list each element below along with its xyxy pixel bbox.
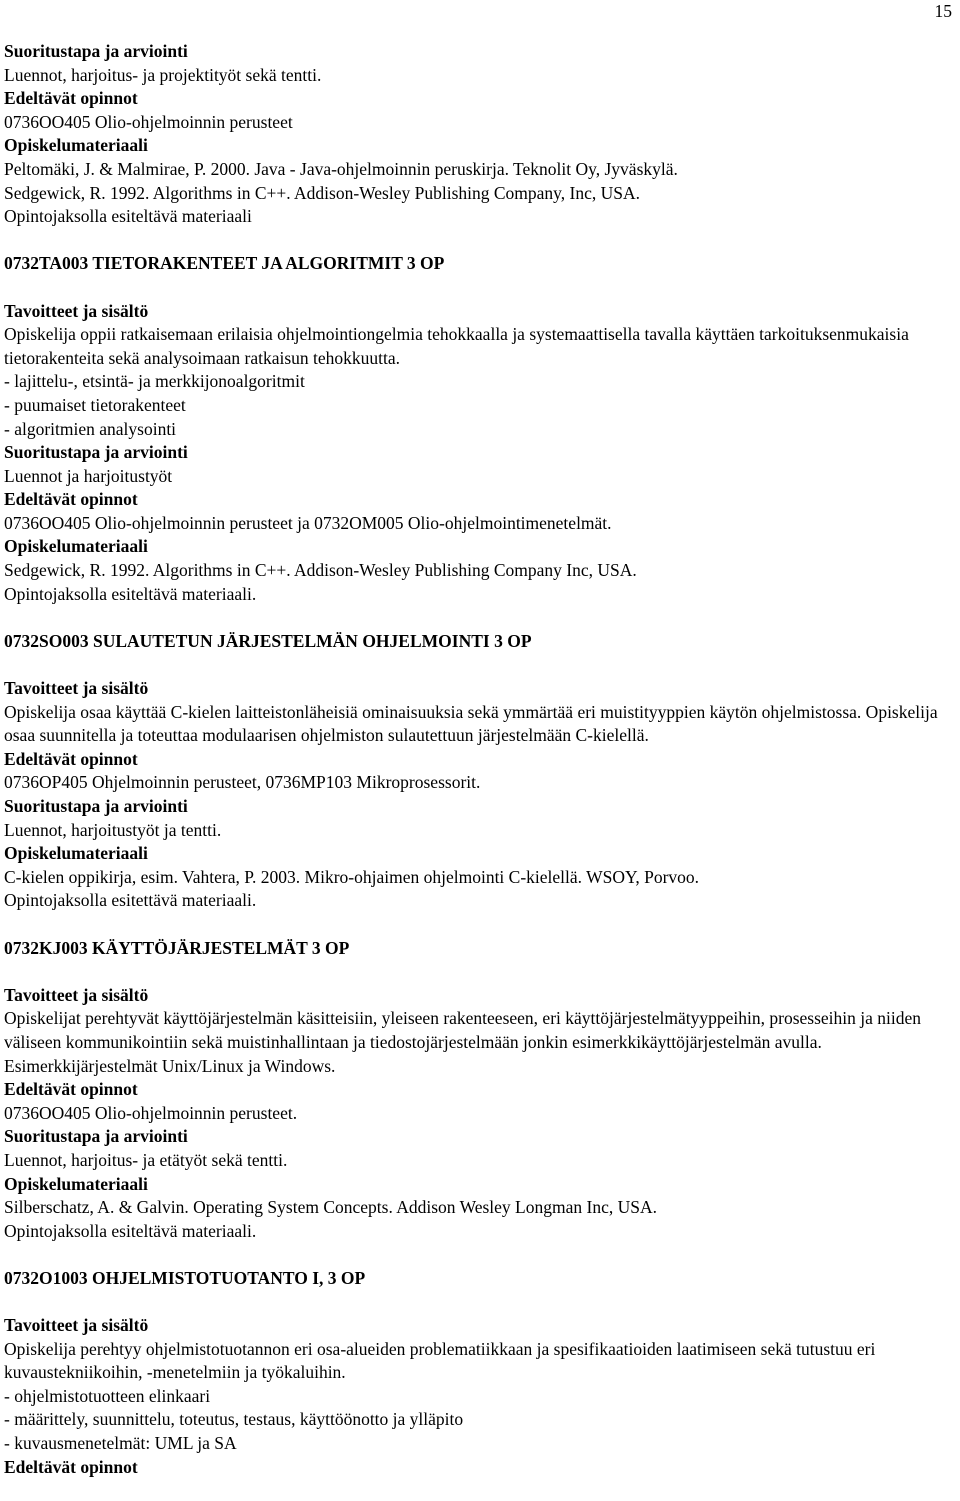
text-line: - algoritmien analysointi xyxy=(4,418,177,439)
text-line: Luennot, harjoitus- ja projektityöt sekä tentti. xyxy=(4,64,322,85)
field-label-suoritustapa-ja-arviointi: Suoritustapa ja arviointi xyxy=(4,796,188,816)
field-label-edelt-v-t-opinnot: Edeltävät opinnot xyxy=(4,1079,138,1100)
course-section xyxy=(4,630,954,913)
course-section xyxy=(4,1267,954,1479)
field-label-tavoitteet-ja-sis-lt: Tavoitteet ja sisältö xyxy=(4,984,149,1005)
text-line: Luennot, harjoitus- ja etätyöt sekä tentti. xyxy=(4,1149,288,1170)
field-label-opiskelumateriaali: Opiskelumateriaali xyxy=(4,1173,148,1194)
field-label-edelt-v-t-opinnot: Edeltävät opinnot xyxy=(4,489,138,510)
field-label-tavoitteet-ja-sis-lt: Tavoitteet ja sisältö xyxy=(4,678,149,699)
text-line: Opintojaksolla esiteltävä materiaali. xyxy=(4,583,257,604)
text-line: C-kielen oppikirja, esim. Vahtera, P. 2003. Mikro-ohjaimen ohjelmointi C-kielellä. WSOY, Porvoo. xyxy=(4,866,700,887)
text-line: 0736OO405 Olio-ohjelmoinnin perusteet xyxy=(4,111,293,132)
intro-section xyxy=(4,40,954,229)
paragraph: Opiskelija oppii ratkaisemaan erilaisia ohjelmointiongelmia tehokkaalla ja systemaattisella tavalla käyttäen tarkoituksenmukaisia tietorakenteita sekä analysoimaan ratkaisun tehokkuutta. xyxy=(4,324,909,368)
text-line: Luennot, harjoitustyöt ja tentti. xyxy=(4,819,222,840)
course-title: 0732SO003 SULAUTETUN JÄRJESTELMÄN OHJELMOINTI 3 OP xyxy=(4,630,532,651)
paragraph: Opiskelijat perehtyvät käyttöjärjestelmän käsitteisiin, yleiseen rakenteeseen, eri käyttöjärjestelmätyyppeihin, prosesseihin ja niiden väliseen kommunikointiin sekä muistinhallintaan ja tiedostojärjestelmään jonkin esimerkkikäyttöjärjestelmän avulla. Esimerkkijärjestelmät Unix/Linux ja Windows. xyxy=(4,1008,922,1076)
text-line: Opintojaksolla esiteltävä materiaali. xyxy=(4,1220,257,1241)
field-label-opiskelumateriaali: Opiskelumateriaali xyxy=(4,536,148,557)
field-label-tavoitteet-ja-sis-lt: Tavoitteet ja sisältö xyxy=(4,300,149,321)
field-label-suoritustapa-ja-arviointi: Suoritustapa ja arviointi xyxy=(4,41,188,61)
text-line: Opintojaksolla esitettävä materiaali. xyxy=(4,890,257,911)
course-title: 0732KJ003 KÄYTTÖJÄRJESTELMÄT 3 OP xyxy=(4,937,350,958)
course-list xyxy=(4,252,954,1479)
text-line: 0736OP405 Ohjelmoinnin perusteet, 0736MP103 Mikroprosessorit. xyxy=(4,772,481,793)
field-label-opiskelumateriaali: Opiskelumateriaali xyxy=(4,843,148,864)
field-label-edelt-v-t-opinnot: Edeltävät opinnot xyxy=(4,748,138,769)
text-line: Sedgewick, R. 1992. Algorithms in C++. Addison-Wesley Publishing Company Inc, USA. xyxy=(4,560,637,581)
text-line: - puumaiset tietorakenteet xyxy=(4,394,186,415)
text-line: Sedgewick, R. 1992. Algorithms in C++. Addison-Wesley Publishing Company, Inc, USA. xyxy=(4,182,641,203)
document-body xyxy=(4,40,954,1479)
field-label-edelt-v-t-opinnot: Edeltävät opinnot xyxy=(4,1456,138,1477)
field-label-tavoitteet-ja-sis-lt: Tavoitteet ja sisältö xyxy=(4,1315,149,1336)
text-line: - määrittely, suunnittelu, toteutus, testaus, käyttöönotto ja ylläpito xyxy=(4,1409,464,1430)
field-label-edelt-v-t-opinnot: Edeltävät opinnot xyxy=(4,88,138,109)
text-line: - kuvausmenetelmät: UML ja SA xyxy=(4,1433,237,1454)
page-number: 15 xyxy=(934,1,952,21)
field-label-suoritustapa-ja-arviointi: Suoritustapa ja arviointi xyxy=(4,1126,188,1147)
text-line: 0736OO405 Olio-ohjelmoinnin perusteet ja 0732OM005 Olio-ohjelmointimenetelmät. xyxy=(4,512,612,533)
text-line: Luennot ja harjoitustyöt xyxy=(4,465,173,486)
course-title: 0732O1003 OHJELMISTOTUOTANTO I, 3 OP xyxy=(4,1267,366,1288)
course-section xyxy=(4,937,954,1244)
text-line: Opintojaksolla esiteltävä materiaali xyxy=(4,206,252,227)
field-label-suoritustapa-ja-arviointi: Suoritustapa ja arviointi xyxy=(4,442,188,463)
text-line: - lajittelu-, etsintä- ja merkkijonoalgoritmit xyxy=(4,371,305,392)
text-line: Peltomäki, J. & Malmirae, P. 2000. Java - Java-ohjelmoinnin peruskirja. Teknolit Oy, Jyväskylä. xyxy=(4,158,678,179)
paragraph: Opiskelija osaa käyttää C-kielen laitteistonläheisiä ominaisuuksia sekä ymmärtää eri muistityyppien käytön ohjelmistossa. Opiskelija osaa suunnitella ja toteuttaa modulaarisen ohjelmiston sulautettuun järjestelmään C-kielellä. xyxy=(4,701,938,746)
field-label-opiskelumateriaali: Opiskelumateriaali xyxy=(4,135,148,156)
paragraph: Opiskelija perehtyy ohjelmistotuotannon eri osa-alueiden problematiikkaan ja spesifikaatioiden laatimiseen sekä tutustuu eri kuvaustekniikoihin, -menetelmiin ja työkaluihin. xyxy=(4,1338,876,1383)
text-line: 0736OO405 Olio-ohjelmoinnin perusteet. xyxy=(4,1102,298,1123)
course-title: 0732TA003 TIETORAKENTEET JA ALGORITMIT 3 OP xyxy=(4,253,445,274)
text-line: - ohjelmistotuotteen elinkaari xyxy=(4,1385,211,1406)
course-section xyxy=(4,252,954,606)
text-line: Silberschatz, A. & Galvin. Operating System Concepts. Addison Wesley Longman Inc, USA. xyxy=(4,1197,657,1218)
